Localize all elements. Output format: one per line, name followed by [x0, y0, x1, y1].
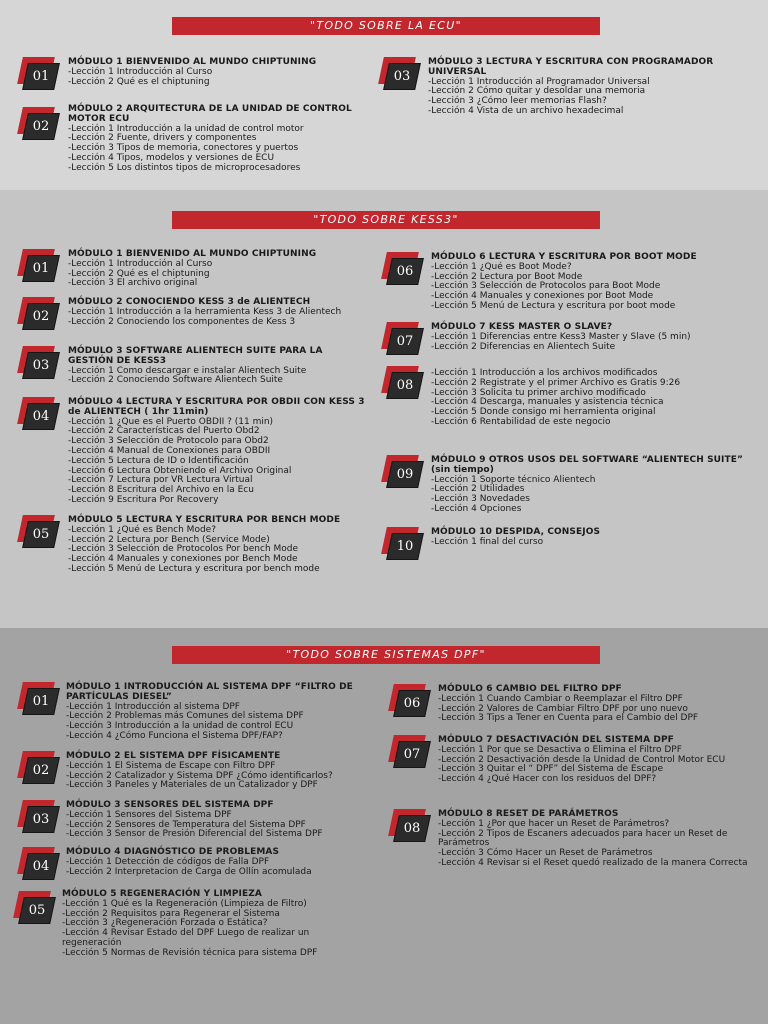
module-number-badge — [389, 372, 421, 399]
lesson-item: -Lección 1 Como descargar e instalar Alientech Suite — [68, 365, 307, 376]
lesson-item: -Lección 4 Opciones — [431, 503, 522, 514]
lesson-item: -Lección 5 Normas de Revisión técnica para sistema DPF — [62, 947, 318, 958]
module-number-badge — [396, 690, 428, 717]
lesson-item: -Lección 3 Solicita tu primer archivo modificado — [431, 387, 646, 398]
module-number: 03 — [393, 69, 411, 84]
module-block — [431, 528, 751, 548]
lesson-item: -Lección 2 Catalizador y Sistema DPF ¿Cómo identificarlos? — [66, 770, 333, 781]
lesson-item: -Lección 3 Selección de Protocolos para Boot Mode — [431, 281, 661, 292]
module-title: MÓDULO 1 INTRODUCCIÓN AL SISTEMA DPF “FILTRO DE PARTÍCULAS DIESEL” — [66, 682, 353, 702]
lesson-item: -Lección 3 Tips a Tener en Cuenta para el Cambio del DPF — [438, 713, 699, 724]
module-number: 04 — [32, 859, 50, 874]
module-block — [66, 801, 386, 840]
module-title: MÓDULO 8 RESET DE PARÁMETROS — [438, 809, 619, 819]
lesson-item: -Lección 2 Utilidades — [431, 484, 525, 495]
module-block — [431, 456, 751, 515]
module-number: 10 — [396, 539, 414, 554]
lesson-item: -Lección 1 Introducción al Curso — [68, 66, 213, 77]
lesson-item: -Lección 5 Menú de Lectura y escritura por boot mode — [431, 300, 676, 311]
module-number: 07 — [403, 747, 421, 762]
section-banner: "TODO SOBRE LA ECU" — [172, 17, 600, 35]
lesson-item: -Lección 7 Lectura por VR Lectura Virtual — [68, 475, 253, 486]
lesson-item: -Lección 1 Introducción al Programador Universal — [428, 76, 650, 87]
module-title: MÓDULO 1 BIENVENIDO AL MUNDO CHIPTUNING — [68, 57, 317, 67]
lesson-item: -Lección 1 Detección de códigos de Falla DPF — [66, 856, 270, 867]
module-title: MÓDULO 6 CAMBIO DEL FILTRO DPF — [438, 684, 622, 694]
lesson-item: -Lección 4 Revisar Estado del DPF Luego de realizar un regeneración — [62, 928, 310, 948]
lesson-item: -Lección 2 Lectura por Boot Mode — [431, 271, 583, 282]
module-block — [68, 58, 378, 87]
lesson-item: -Lección 2 Requisitos para Regenerar el Sistema — [62, 908, 280, 919]
lesson-item: -Lección 5 Menú de Lectura y escritura por bench mode — [68, 563, 320, 574]
module-number-badge — [389, 461, 421, 488]
module-number-badge — [396, 741, 428, 768]
module-number: 02 — [32, 119, 50, 134]
lesson-item: -Lección 4 Manuales y conexiones por Bench Mode — [68, 554, 298, 565]
module-number-badge — [25, 303, 57, 330]
lesson-item: -Lección 4 ¿Cómo Funciona el Sistema DPF/FAP? — [66, 730, 283, 741]
module-number-badge — [25, 521, 57, 548]
lesson-item: -Lección 2 Qué es el chiptuning — [68, 268, 210, 279]
module-title: MÓDULO 6 LECTURA Y ESCRITURA POR BOOT MODE — [431, 252, 697, 262]
lesson-item: -Lección 3 Sensor de Presión Diferencial del Sistema DPF — [66, 829, 323, 840]
module-number: 01 — [32, 261, 50, 276]
module-block — [62, 890, 362, 959]
module-number: 08 — [396, 378, 414, 393]
module-number: 05 — [32, 527, 50, 542]
module-number: 01 — [32, 69, 50, 84]
module-title: MÓDULO 3 SOFTWARE ALIENTECH SUITE PARA LA GESTIÓN DE KESS3 — [68, 346, 323, 366]
module-number-badge — [396, 815, 428, 842]
module-number-badge — [389, 258, 421, 285]
lesson-item: -Lección 3 ¿Regeneración Forzada o Estática? — [62, 918, 268, 929]
module-title: MÓDULO 5 LECTURA Y ESCRITURA POR BENCH MODE — [68, 515, 341, 525]
lesson-item: -Lección 4 Revisar si el Reset quedó realizado de la manera Correcta — [438, 857, 748, 868]
module-number: 06 — [403, 696, 421, 711]
module-block — [438, 810, 758, 869]
lesson-item: -Lección 4 Tipos, modelos y versiones de ECU — [68, 152, 275, 163]
module-block — [68, 105, 368, 174]
module-title: MÓDULO 10 DESPIDA, CONSEJOS — [431, 527, 601, 537]
module-title: MÓDULO 3 LECTURA Y ESCRITURA CON PROGRAMADOR UNIVERSAL — [428, 57, 714, 77]
lesson-item: -Lección 6 Lectura Obteniendo el Archivo Original — [68, 465, 292, 476]
module-number: 02 — [32, 763, 50, 778]
lesson-item: -Lección 6 Rentabilidad de este negocio — [431, 416, 611, 427]
lesson-item: -Lección 1 ¿Por que hacer un Reset de Parámetros? — [438, 818, 670, 829]
module-number-badge — [25, 255, 57, 282]
lesson-item: -Lección 2 Sensores de Temperatura del Sistema DPF — [66, 819, 306, 830]
module-number-badge — [25, 757, 57, 784]
lesson-item: -Lección 3 Paneles y Materiales de un Catalizador y DPF — [66, 780, 318, 791]
lesson-item: -Lección 1 final del curso — [431, 536, 544, 547]
lesson-item: -Lección 4 Vista de un archivo hexadecimal — [428, 105, 624, 116]
module-number-badge — [25, 113, 57, 140]
module-number: 03 — [32, 812, 50, 827]
module-number: 05 — [28, 903, 46, 918]
lesson-item: -Lección 2 Conociendo Software Alientech Suite — [68, 375, 283, 386]
module-number: 09 — [396, 467, 414, 482]
module-title: MÓDULO 5 REGENERACIÓN Y LIMPIEZA — [62, 889, 262, 899]
lesson-item: -Lección 1 Introducción al Curso — [68, 258, 213, 269]
module-title: MÓDULO 2 ARQUITECTURA DE LA UNIDAD DE CONTROL MOTOR ECU — [68, 104, 352, 124]
lesson-item: -Lección 2 Diferencias en Alientech Suite — [431, 341, 616, 352]
lesson-item: -Lección 4 Manuales y conexiones por Boot Mode — [431, 291, 654, 302]
module-title: MÓDULO 7 KESS MASTER O SLAVE? — [431, 322, 613, 332]
module-block — [431, 369, 751, 428]
module-number-badge — [25, 63, 57, 90]
lesson-item: -Lección 1 ¿Qué es Boot Mode? — [431, 261, 572, 272]
lesson-item: -Lección 1 Qué es la Regeneración (Limpieza de Filtro) — [62, 898, 307, 909]
lesson-item: -Lección 1 Por que se Desactiva o Elimina el Filtro DPF — [438, 744, 682, 755]
lesson-item: -Lección 1 Introducción a los archivos modificados — [431, 368, 658, 378]
lesson-item: -Lección 1 Introducción a la herramienta Kess 3 de Alientech — [68, 306, 342, 317]
module-number-badge — [25, 352, 57, 379]
module-number: 07 — [396, 334, 414, 349]
module-number: 04 — [32, 409, 50, 424]
lesson-item: -Lección 2 Desactivación desde la Unidad de Control Motor ECU — [438, 754, 726, 765]
module-title: MÓDULO 1 BIENVENIDO AL MUNDO CHIPTUNING — [68, 249, 317, 259]
lesson-item: -Lección 3 Cómo Hacer un Reset de Parámetros — [438, 848, 653, 859]
lesson-item: -Lección 3 Selección de Protocolo para Obd2 — [68, 436, 269, 447]
lesson-item: -Lección 1 Introducción al sistema DPF — [66, 701, 240, 712]
lesson-item: -Lección 4 Descarga, manuales y asistencia técnica — [431, 397, 664, 408]
lesson-item: -Lección 1 Diferencias entre Kess3 Master y Slave (5 min) — [431, 331, 691, 342]
module-number-badge — [25, 806, 57, 833]
module-number-badge — [25, 403, 57, 430]
module-number: 06 — [396, 264, 414, 279]
lesson-item: -Lección 3 El archivo original — [68, 278, 198, 289]
module-block — [68, 298, 368, 327]
module-title: MÓDULO 4 LECTURA Y ESCRITURA POR OBDII CON KESS 3 de ALIENTECH ( 1hr 11min) — [68, 397, 365, 417]
module-number: 01 — [32, 694, 50, 709]
module-block — [66, 848, 366, 877]
module-number: 03 — [32, 358, 50, 373]
lesson-item: -Lección 3 Introducción a la unidad de control ECU — [66, 721, 294, 732]
lesson-item: -Lección 2 Problemas más Comunes del sistema DPF — [66, 711, 304, 722]
module-block — [68, 516, 378, 575]
lesson-item: -Lección 2 Registrate y el primer Archivo es Gratis 9:26 — [431, 377, 681, 388]
lesson-item: -Lección 5 Los distintos tipos de microprocesadores — [68, 162, 301, 173]
lesson-item: -Lección 1 Sensores del Sistema DPF — [66, 809, 232, 820]
module-number-badge — [389, 533, 421, 560]
lesson-item: -Lección 2 Valores de Cambiar Filtro DPF por uno nuevo — [438, 703, 688, 714]
lesson-item: -Lección 1 Introducción a la unidad de control motor — [68, 123, 304, 134]
module-block — [68, 398, 368, 506]
module-block — [428, 58, 748, 117]
lesson-item: -Lección 3 Selección de Protocolos Por bench Mode — [68, 544, 299, 555]
lesson-item: -Lección 1 Cuando Cambiar o Reemplazar el Filtro DPF — [438, 693, 683, 704]
module-block — [431, 253, 751, 312]
lesson-item: -Lección 3 ¿Cómo leer memorias Flash? — [428, 96, 607, 107]
lesson-item: -Lección 2 Interpretacion de Carga de Ollín acomulada — [66, 866, 312, 877]
module-block — [66, 752, 386, 791]
lesson-item: -Lección 2 Conociendo los componentes de Kess 3 — [68, 316, 296, 327]
module-title: MÓDULO 4 DIAGNÓSTICO DE PROBLEMAS — [66, 847, 280, 857]
lesson-item: -Lección 3 Tipos de memoria, conectores y puertos — [68, 143, 299, 154]
module-title: MÓDULO 2 EL SISTEMA DPF FÍSICAMENTE — [66, 751, 281, 761]
module-block — [438, 685, 758, 724]
module-number-badge — [389, 328, 421, 355]
module-number-badge — [25, 853, 57, 880]
lesson-item: -Lección 2 Cómo quitar y desoldar una memoria — [428, 86, 646, 97]
lesson-item: -Lección 2 Lectura por Bench (Service Mode) — [68, 534, 270, 545]
section-banner: "TODO SOBRE KESS3" — [172, 211, 600, 229]
lesson-item: -Lección 8 Escritura del Archivo en la Ecu — [68, 485, 254, 496]
module-block — [438, 736, 758, 785]
lesson-item: -Lección 1 ¿Qué es Bench Mode? — [68, 524, 216, 535]
lesson-item: -Lección 1 ¿Que es el Puerto OBDII ? (11 min) — [68, 416, 274, 427]
lesson-item: -Lección 4 ¿Qué Hacer con los residuos del DPF? — [438, 774, 657, 785]
lesson-item: -Lección 3 Quitar el “ DPF” del Sistema de Escape — [438, 764, 663, 775]
lesson-item: -Lección 3 Novedades — [431, 494, 530, 505]
module-number-badge — [21, 897, 53, 924]
module-number: 02 — [32, 309, 50, 324]
lesson-item: -Lección 2 Qué es el chiptuning — [68, 76, 210, 87]
lesson-item: -Lección 5 Donde consigo mi herramienta original — [431, 407, 656, 418]
lesson-item: -Lección 2 Fuente, drivers y componentes — [68, 133, 257, 144]
module-title: MÓDULO 3 SENSORES DEL SISTEMA DPF — [66, 800, 274, 810]
module-block — [431, 323, 751, 352]
section-banner: "TODO SOBRE SISTEMAS DPF" — [172, 646, 600, 664]
lesson-item: -Lección 1 El Sistema de Escape con Filtro DPF — [66, 760, 276, 771]
module-title: MÓDULO 7 DESACTIVACIÓN DEL SISTEMA DPF — [438, 735, 674, 745]
lesson-item: -Lección 5 Lectura de ID o Identificación — [68, 455, 249, 466]
lesson-item: -Lección 2 Características del Puerto Obd2 — [68, 426, 260, 437]
lesson-item: -Lección 9 Escritura Por Recovery — [68, 494, 219, 505]
module-number: 08 — [403, 821, 421, 836]
module-title: MÓDULO 9 OTROS USOS DEL SOFTWARE “ALIENTECH SUITE” (sin tiempo) — [431, 455, 744, 475]
module-number-badge — [25, 688, 57, 715]
module-block — [66, 683, 376, 742]
lesson-item: -Lección 1 Soporte técnico Alientech — [431, 474, 596, 485]
lesson-item: -Lección 2 Tipos de Escaners adecuados para hacer un Reset de Parámetros — [438, 828, 728, 849]
module-block — [68, 347, 368, 386]
lesson-item: -Lección 4 Manual de Conexiones para OBDII — [68, 445, 271, 456]
module-title: MÓDULO 2 CONOCIENDO KESS 3 de ALIENTECH — [68, 297, 311, 307]
module-block — [68, 250, 373, 289]
module-number-badge — [386, 63, 418, 90]
